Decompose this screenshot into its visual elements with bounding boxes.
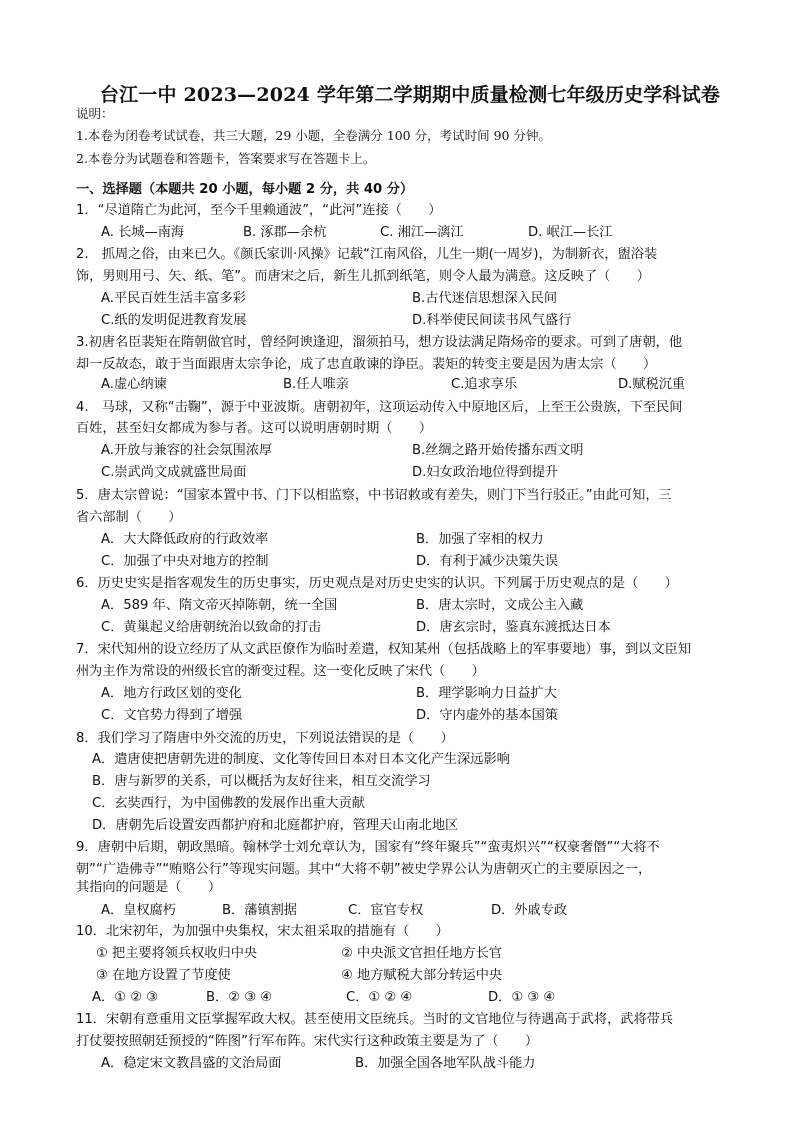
section-heading: 一、选择题（本题共 20 小题，每小题 2 分，共 40 分） — [76, 182, 414, 197]
q7-option-a: A．地方行政区划的变化 — [101, 686, 242, 701]
q10-option-a: A．① ② ③ — [92, 990, 159, 1005]
q6-option-b: B．唐太宗时，文成公主入藏 — [416, 598, 584, 613]
q3-option-c: C.追求享乐 — [451, 377, 518, 392]
q9-option-a: A．皇权腐朽 — [101, 903, 176, 918]
q1-option-a: A. 长城—南海 — [101, 225, 185, 240]
q10-item-3: ③ 在地方设置了节度使 — [96, 968, 231, 983]
question-6-stem: 6．历史史实是指客观发生的历史事实，历史观点是对历史史实的认识。下列属于历史观点的是（ ） — [76, 576, 678, 591]
exam-title: 台江一中 2023—2024 学年第二学期期中质量检测七年级历史学科试卷 — [99, 84, 721, 106]
question-4-stem-line2: 百姓，甚至妇女都成为参与者。这可以说明唐朝时期（ ） — [76, 421, 433, 436]
q7-option-d: D．守内虚外的基本国策 — [416, 708, 559, 723]
question-2-stem-line2: 饰，男则用弓、矢、纸、笔”。而唐宋之后，新生儿抓到纸笔，则令人最为满意。这反映了（ ） — [76, 269, 650, 284]
q4-option-a: A.开放与兼容的社会氛围浓厚 — [101, 443, 273, 458]
q2-option-b: B.古代迷信思想深入民间 — [412, 291, 558, 306]
question-7-stem-line2: 州为主作为常设的州级长官的渐变过程。这一变化反映了宋代（ ） — [76, 664, 485, 679]
question-1-stem: 1．“尽道隋亡为此河，至今千里赖通波”，“此河”连接（ ） — [76, 203, 442, 218]
q8-option-d: D．唐朝先后设置安西都护府和北庭都护府，管理天山南北地区 — [92, 818, 459, 833]
q4-option-d: D.妇女政治地位得到提升 — [412, 465, 559, 480]
q10-item-4: ④ 地方赋税大部分转运中央 — [341, 968, 503, 983]
q10-option-d: D．① ③ ④ — [488, 990, 556, 1005]
q5-option-c: C．加强了中央对地方的控制 — [101, 554, 269, 569]
q5-option-a: A．大大降低政府的行政效率 — [101, 532, 269, 547]
q6-option-d: D．唐玄宗时，鉴真东渡抵达日本 — [416, 620, 611, 635]
question-9-stem-line2: 朝”“广造佛寺”“贿赂公行”等现实问题。其中“大将不朝”被史学界公认为唐朝灭亡的主要原因之一， — [76, 862, 652, 877]
instructions-label: 说明： — [76, 106, 114, 121]
question-9-stem-line1: 9．唐朝中后期，朝政黑暗。翰林学士刘允章认为，国家有“终年聚兵”“蛮夷炽兴”“权豪奢僭”“大将不 — [76, 840, 660, 855]
q3-option-a: A.虚心纳谏 — [101, 377, 167, 392]
question-10-stem: 10．北宋初年，为加强中央集权，宋太祖采取的措施有（ ） — [76, 924, 449, 939]
q8-option-a: A．遣唐使把唐朝先进的制度、文化等传回日本对日本文化产生深远影响 — [92, 752, 510, 767]
question-11-stem-line1: 11．宋朝有意重用文臣掌握军政大权。甚至使用文臣统兵。当时的文官地位与待遇高于武将，武将带兵 — [76, 1012, 674, 1027]
q4-option-b: B.丝绸之路开始传播东西文明 — [412, 443, 584, 458]
question-8-stem: 8．我们学习了隋唐中外交流的历史，下列说法错误的是（ ） — [76, 731, 454, 746]
q2-option-d: D.科举使民间读书风气盛行 — [412, 313, 572, 328]
q7-option-b: B．理学影响力日益扩大 — [416, 686, 557, 701]
q10-option-b: B．② ③ ④ — [206, 990, 273, 1005]
q8-option-b: B．唐与新罗的关系，可以概括为友好往来，相互交流学习 — [92, 774, 431, 789]
q3-option-d: D.赋税沉重 — [618, 377, 686, 392]
q6-option-a: A．589 年、隋文帝灭掉陈朝，统一全国 — [101, 598, 338, 613]
q3-option-b: B.任人唯亲 — [283, 377, 349, 392]
q1-option-d: D. 岷江—长江 — [528, 225, 613, 240]
q9-option-d: D．外戚专政 — [491, 903, 568, 918]
q10-item-2: ② 中央派文官担任地方长官 — [341, 946, 503, 961]
q2-option-c: C.纸的发明促进教育发展 — [101, 313, 247, 328]
q10-item-1: ① 把主要将领兵权收归中央 — [96, 946, 258, 961]
instruction-1: 1.本卷为闭卷考试试卷，共三大题，29 小题，全卷满分 100 分，考试时间 90 分钟。 — [76, 128, 551, 143]
question-3-stem-line2: 却一反故态，敢于当面跟唐太宗争论，成了忠直敢谏的诤臣。裴矩的转变主要是因为唐太宗（ ） — [76, 357, 657, 372]
q7-option-c: C．文官势力得到了增强 — [101, 708, 243, 723]
q11-option-b: B．加强全国各地军队战斗能力 — [355, 1056, 536, 1071]
q1-option-b: B. 涿郡—余杭 — [243, 225, 327, 240]
question-7-stem-line1: 7．宋代知州的设立经历了从文武臣僚作为临时差遣，权知某州（包括战略上的军事要地）事，到以文臣知 — [76, 642, 692, 657]
instruction-2: 2.本卷分为试题卷和答题卡，答案要求写在答题卡上。 — [76, 151, 376, 166]
q8-option-c: C．玄奘西行，为中国佛教的发展作出重大贡献 — [92, 796, 365, 811]
q5-option-b: B．加强了宰相的权力 — [416, 532, 544, 547]
q10-option-c: C．① ② ④ — [346, 990, 413, 1005]
q5-option-d: D．有利于减少决策失误 — [416, 554, 559, 569]
question-5-stem-line2: 省六部制（ ） — [76, 510, 182, 525]
question-4-stem-line1: 4. 马球，又称“击鞠”，源于中亚波斯。唐朝初年，这项运动传入中原地区后，上至王公贵族，下至民间 — [76, 400, 683, 415]
question-2-stem-line1: 2. 抓周之俗，由来已久。《颜氏家训·风操》记载“江南风俗，儿生一期(一周岁)，为制新衣，盥浴装 — [76, 247, 658, 262]
q6-option-c: C．黄巢起义给唐朝统治以致命的打击 — [101, 620, 322, 635]
question-11-stem-line2: 打仗要按照朝廷预授的“阵图”行军布阵。宋代实行这种政策主要是为了（ ） — [76, 1034, 539, 1049]
q9-option-c: C．宦官专权 — [348, 903, 424, 918]
q9-option-b: B．藩镇割据 — [222, 903, 297, 918]
question-5-stem-line1: 5．唐太宗曾说：“国家本置中书、门下以相监察，中书诏敕或有差失，则门下当行驳正。”由此可知，三 — [76, 488, 672, 503]
q1-option-c: C. 湘江—漓江 — [380, 225, 464, 240]
q4-option-c: C.崇武尚文成就盛世局面 — [101, 465, 247, 480]
q2-option-a: A.平民百姓生活丰富多彩 — [101, 291, 246, 306]
q11-option-a: A．稳定宋文教昌盛的文治局面 — [101, 1056, 282, 1071]
question-9-stem-line3: 其指向的问题是（ ） — [76, 880, 222, 895]
question-3-stem-line1: 3.初唐名臣裴矩在隋朝做官时，曾经阿谀逢迎，溜须拍马，想方设法满足隋炀帝的要求。可到了唐朝，他 — [76, 335, 683, 350]
